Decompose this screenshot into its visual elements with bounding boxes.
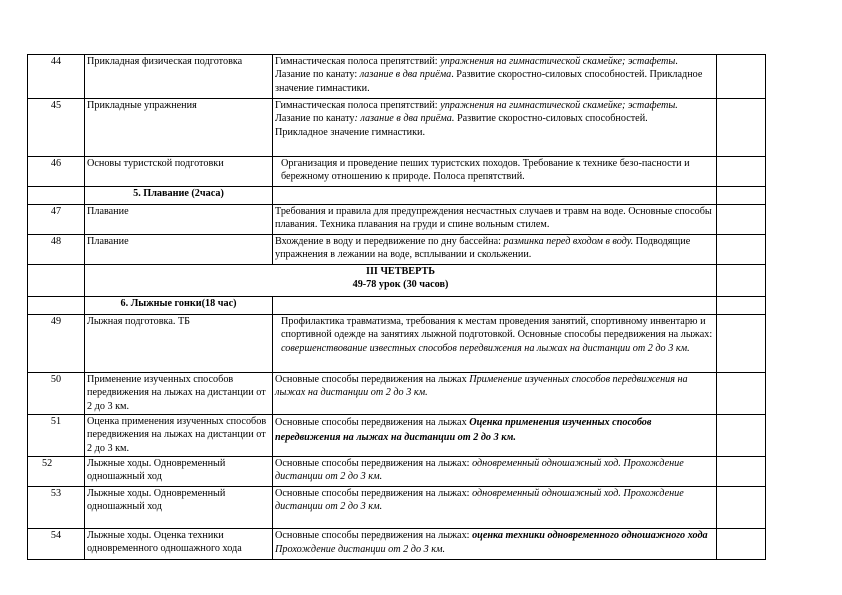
section-title-skiing: 6. Лыжные гонки(18 час) [85,297,273,315]
lesson-number: 53 [28,487,85,529]
lesson-content: Гимнастическая полоса препятствий: упражнения на гимнастической скамейке; эстафеты. Лазание по канату: лазание в два приёма. Развитие скоростно-силовых способностей. Прикладное значение гимнастики. [273,99,717,157]
lesson-number: 51 [28,415,85,457]
lesson-number: 52 [28,457,85,487]
lesson-number: 48 [28,235,85,265]
lesson-content: Требования и правила для предупреждения несчастных случаев и травм на воде. Основные способы плавания. Техника плавания на груди и спине вольным стилем. [273,205,717,235]
lesson-topic: Плавание [85,205,273,235]
notes-cell [717,157,766,187]
lesson-content: Основные способы передвижения на лыжах: одновременный одношажный ход. Прохождение дистанции от 2 до 3 км. [273,487,717,529]
lesson-content: Основные способы передвижения на лыжах: оценка техники одновременного одношажного хода Прохождение дистанции от 2 до 3 км. [273,529,717,560]
table-row [28,487,766,529]
lesson-number: 54 [28,529,85,560]
lesson-content: Профилактика травматизма, требования к местам проведения занятий, спортивному инвентарю и спортивной одежде на занятиях лыжной подготовкой. Основные способы передвижения на лыжах: совершенствование известных способов передвижения на лыжах на дистанции от 2 до 3 км. [273,315,717,373]
table-row [28,315,766,373]
lesson-topic: Основы туристской подготовки [85,157,273,187]
lesson-topic: Прикладная физическая подготовка [85,55,273,99]
table-row [28,205,766,235]
lesson-topic: Лыжные ходы. Одновременный одношажный ход [85,457,273,487]
lesson-number: 50 [28,373,85,415]
lesson-content: Основные способы передвижения на лыжах Применение изученных способов передвижения на лыжах на дистанции от 2 до 3 км. [273,373,717,415]
section-title-swimming: 5. Плавание (2часа) [85,187,273,205]
lesson-topic: Применение изученных способов передвижения на лыжах на дистанции от 2 до 3 км. [85,373,273,415]
lesson-number: 49 [28,315,85,373]
lesson-content: Организация и проведение пеших туристских походов. Требование к технике безо-пасности и бережному отношению к природе. Полоса препятствий. [273,157,717,187]
lesson-content: Вхождение в воду и передвижение по дну бассейна: разминка перед входом в воду. Подводящие упражнения в лежании на воде, всплывании и скольжении. [273,235,717,265]
lesson-number: 47 [28,205,85,235]
notes-cell [717,235,766,265]
notes-cell [717,487,766,529]
lesson-topic: Лыжные ходы. Оценка техники одновременного одношажного хода [85,529,273,560]
lesson-topic: Прикладные упражнения [85,99,273,157]
section-row [28,297,766,315]
lesson-number: 46 [28,157,85,187]
quarter-heading: III ЧЕТВЕРТЬ 49-78 урок (30 часов) [85,265,717,297]
notes-cell [717,55,766,99]
table-row [28,529,766,560]
notes-cell [717,529,766,560]
notes-cell [717,205,766,235]
table-row [28,373,766,415]
notes-cell [717,373,766,415]
table-row [28,235,766,265]
notes-cell [717,99,766,157]
table-row [28,157,766,187]
section-row [28,187,766,205]
quarter-row [28,265,766,297]
table-row [28,99,766,157]
lesson-content: Основные способы передвижения на лыжах: одновременный одношажный ход. Прохождение дистанции от 2 до 3 км. [273,457,717,487]
lesson-topic: Плавание [85,235,273,265]
table-row [28,457,766,487]
notes-cell [717,415,766,457]
lesson-plan-table [27,54,766,560]
lesson-topic: Лыжная подготовка. ТБ [85,315,273,373]
lesson-topic: Оценка применения изученных способов передвижения на лыжах на дистанции от 2 до 3 км. [85,415,273,457]
lesson-topic: Лыжные ходы. Одновременный одношажный ход [85,487,273,529]
lesson-number: 45 [28,99,85,157]
notes-cell [717,457,766,487]
table-row [28,55,766,99]
table-row [28,415,766,457]
lesson-content: Гимнастическая полоса препятствий: упражнения на гимнастической скамейке; эстафеты. Лазание по канату: лазание в два приёма. Развитие скоростно-силовых способностей. Прикладное значение гимнастики. [273,55,717,99]
notes-cell [717,315,766,373]
lesson-number: 44 [28,55,85,99]
lesson-content: Основные способы передвижения на лыжах Оценка применения изученных способов передвижения на лыжах на дистанции от 2 до 3 км. [273,415,717,457]
